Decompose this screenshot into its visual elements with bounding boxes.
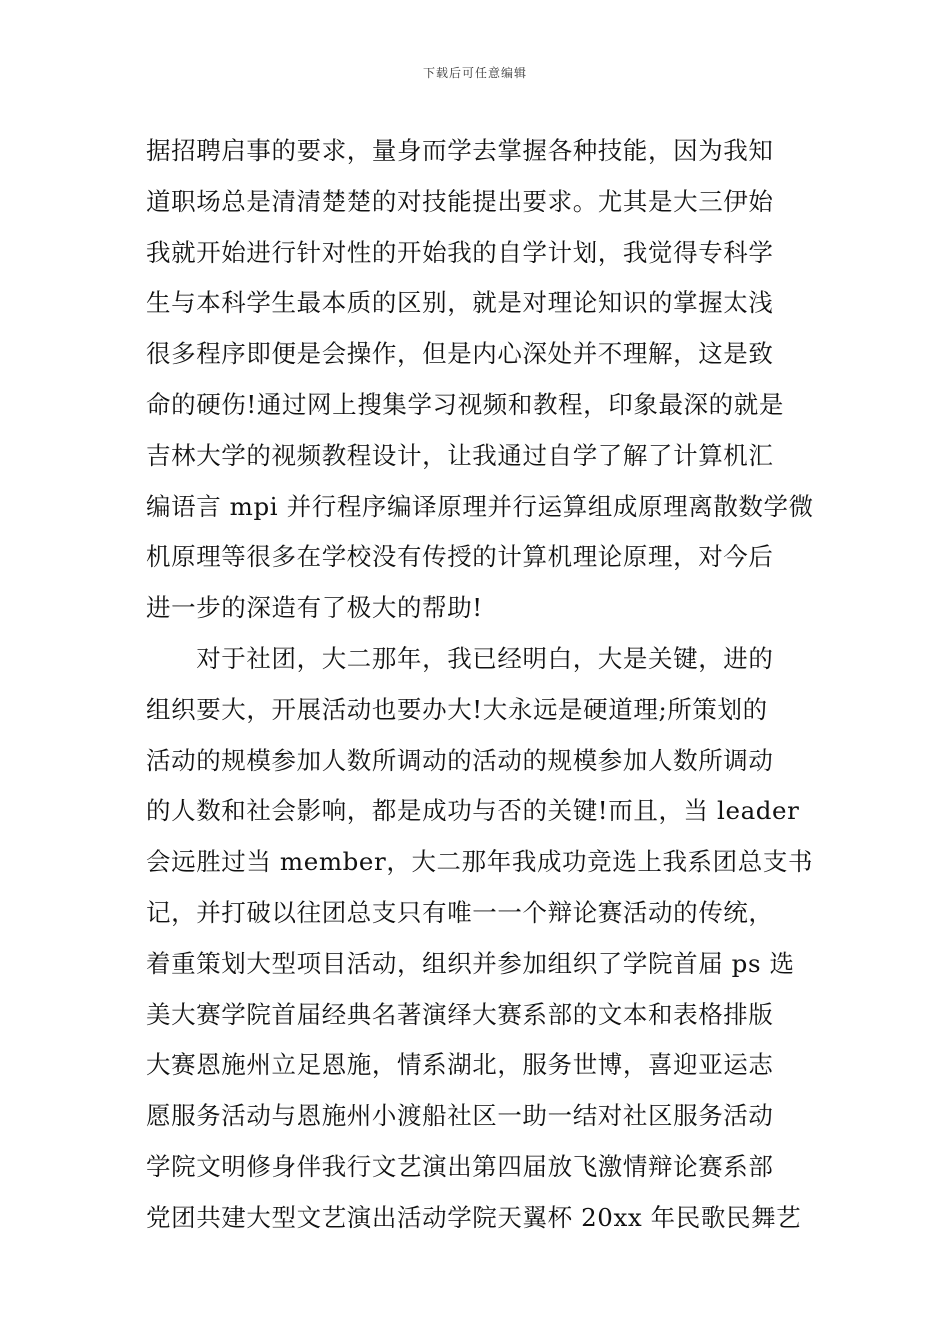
- text-line: 大赛恩施州立足恩施，情系湖北，服务世博，喜迎亚运志: [146, 1050, 774, 1080]
- text-line: 记，并打破以往团总支只有唯一一个辩论赛活动的传统，: [146, 897, 774, 927]
- text-line: 组织要大，开展活动也要办大!大永远是硬道理;所策划的: [146, 694, 768, 724]
- text-line: 编语言 mpi 并行程序编译原理并行运算组成原理离散数学微: [146, 491, 814, 521]
- text-line: 道职场总是清清楚楚的对技能提出要求。尤其是大三伊始: [146, 186, 774, 216]
- text-line: 着重策划大型项目活动，组织并参加组织了学院首届 ps 选: [146, 948, 795, 978]
- text-line: 愿服务活动与恩施州小渡船社区一助一结对社区服务活动: [146, 1101, 774, 1131]
- text-line: 美大赛学院首届经典名著演绎大赛系部的文本和表格排版: [146, 999, 774, 1029]
- text-line: 机原理等很多在学校没有传授的计算机理论原理，对今后: [146, 542, 774, 572]
- text-line: 进一步的深造有了极大的帮助!: [146, 593, 483, 623]
- page-header: 下载后可任意编辑: [422, 66, 527, 80]
- body-text: [146, 126, 814, 1244]
- text-line: 命的硬伤!通过网上搜集学习视频和教程，印象最深的就是: [146, 389, 784, 419]
- text-line: 党团共建大型文艺演出活动学院天翼杯 20xx 年民歌民舞艺: [146, 1202, 802, 1232]
- text-line: 我就开始进行针对性的开始我的自学计划，我觉得专科学: [146, 237, 774, 267]
- text-line: 的人数和社会影响，都是成功与否的关键!而且，当 leader: [146, 796, 800, 826]
- text-line: 活动的规模参加人数所调动的活动的规模参加人数所调动: [146, 745, 774, 775]
- text-line: 据招聘启事的要求，量身而学去掌握各种技能，因为我知: [146, 136, 774, 165]
- text-line: 吉林大学的视频教程设计，让我通过自学了解了计算机汇: [146, 440, 774, 470]
- text-line: 学院文明修身伴我行文艺演出第四届放飞激情辩论赛系部: [146, 1151, 774, 1181]
- text-line: 很多程序即便是会操作，但是内心深处并不理解，这是致: [146, 339, 774, 369]
- paragraph-start-line: 对于社团，大二那年，我已经明白，大是关键，进的: [146, 643, 774, 673]
- text-line: 会远胜过当 member，大二那年我成功竞选上我系团总支书: [146, 847, 814, 877]
- text-line: 生与本科学生最本质的区别，就是对理论知识的掌握太浅: [146, 288, 774, 318]
